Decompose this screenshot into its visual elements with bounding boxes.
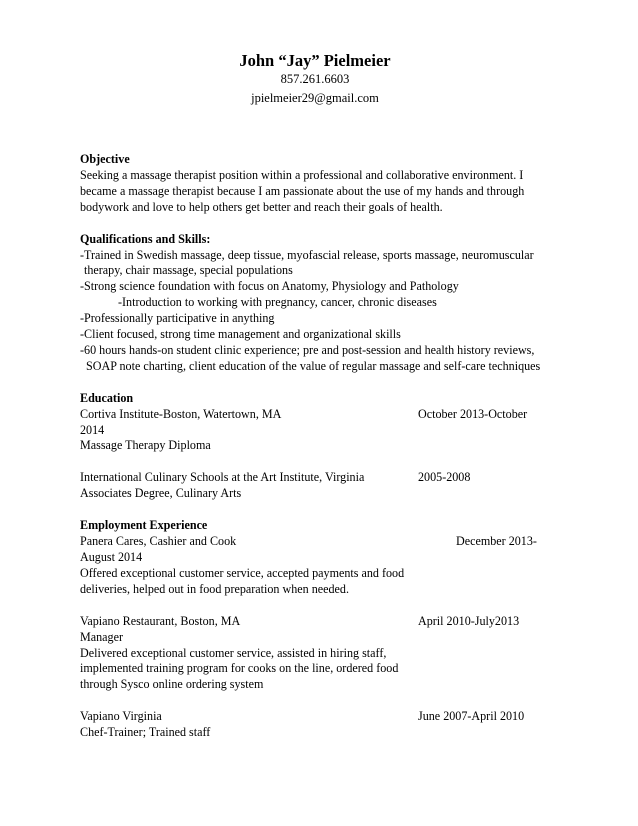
email-address: jpielmeier29@gmail.com (251, 91, 379, 105)
qualification-line: therapy, chair massage, special populations (84, 263, 293, 278)
qualification-line: -Trained in Swedish massage, deep tissue, myofascial release, sports massage, neuromuscular (80, 247, 534, 262)
employment-heading: Employment Experience (80, 518, 208, 533)
job-description-line: deliveries, helped out in food preparation when needed. (80, 581, 349, 596)
job-entry (80, 709, 560, 725)
education-detail: Associates Degree, Culinary Arts (80, 486, 242, 501)
objective-heading: Objective (80, 152, 130, 166)
education-dates-cont: 2014 (80, 422, 105, 437)
phone-number: 857.261.6603 (280, 72, 350, 86)
job-title: Chef-Trainer; Trained staff (80, 725, 211, 740)
job-dates: June 2007-April 2010 (418, 709, 525, 724)
education-dates: October 2013-October (418, 406, 528, 421)
candidate-name: John “Jay” Pielmeier (239, 51, 391, 70)
education-dates: 2005-2008 (418, 470, 471, 485)
education-heading: Education (80, 390, 134, 405)
qualification-line: -Introduction to working with pregnancy, cancer, chronic diseases (118, 295, 437, 310)
qualification-line: -Strong science foundation with focus on Anatomy, Physiology and Pathology (80, 279, 459, 294)
school-name: International Culinary Schools at the Art Institute, Virginia (80, 470, 365, 485)
qualifications-heading: Qualifications and Skills: (80, 231, 211, 246)
qualification-line: SOAP note charting, client education of the value of regular massage and self-care techniques (86, 358, 541, 373)
objective-line: became a massage therapist because I am passionate about the use of my hands and through (80, 183, 525, 198)
job-title: Manager (80, 629, 123, 644)
job-description-line: implemented training program for cooks on the line, ordered food (80, 661, 399, 676)
job-dates: December 2013- (456, 534, 537, 549)
school-name: Cortiva Institute-Boston, Watertown, MA (80, 406, 282, 421)
job-entry (80, 534, 560, 550)
employer-name: Vapiano Virginia (80, 709, 162, 724)
resume-body (80, 152, 560, 741)
job-dates: April 2010-July2013 (418, 613, 520, 628)
education-entry (80, 470, 560, 486)
objective-line: bodywork and love to help others get better and reach their goals of health. (80, 199, 443, 214)
education-detail: Massage Therapy Diploma (80, 438, 211, 453)
objective-line: Seeking a massage therapist position within a professional and collaborative environment. I (80, 167, 524, 182)
education-entry (80, 407, 560, 423)
qualification-line: -Client focused, strong time management and organizational skills (80, 327, 401, 342)
qualification-line: -Professionally participative in anything (80, 311, 275, 326)
employer-name: Vapiano Restaurant, Boston, MA (80, 613, 241, 628)
job-description-line: Offered exceptional customer service, accepted payments and food (80, 565, 405, 580)
job-description-line: Delivered exceptional customer service, assisted in hiring staff, (80, 645, 387, 660)
job-entry (80, 614, 560, 630)
job-dates-cont: August 2014 (80, 549, 143, 564)
employer-name: Panera Cares, Cashier and Cook (80, 534, 237, 549)
qualification-line: -60 hours hands-on student clinic experience; pre and post-session and health history reviews, (80, 342, 535, 357)
job-description-line: through Sysco online ordering system (80, 677, 264, 692)
